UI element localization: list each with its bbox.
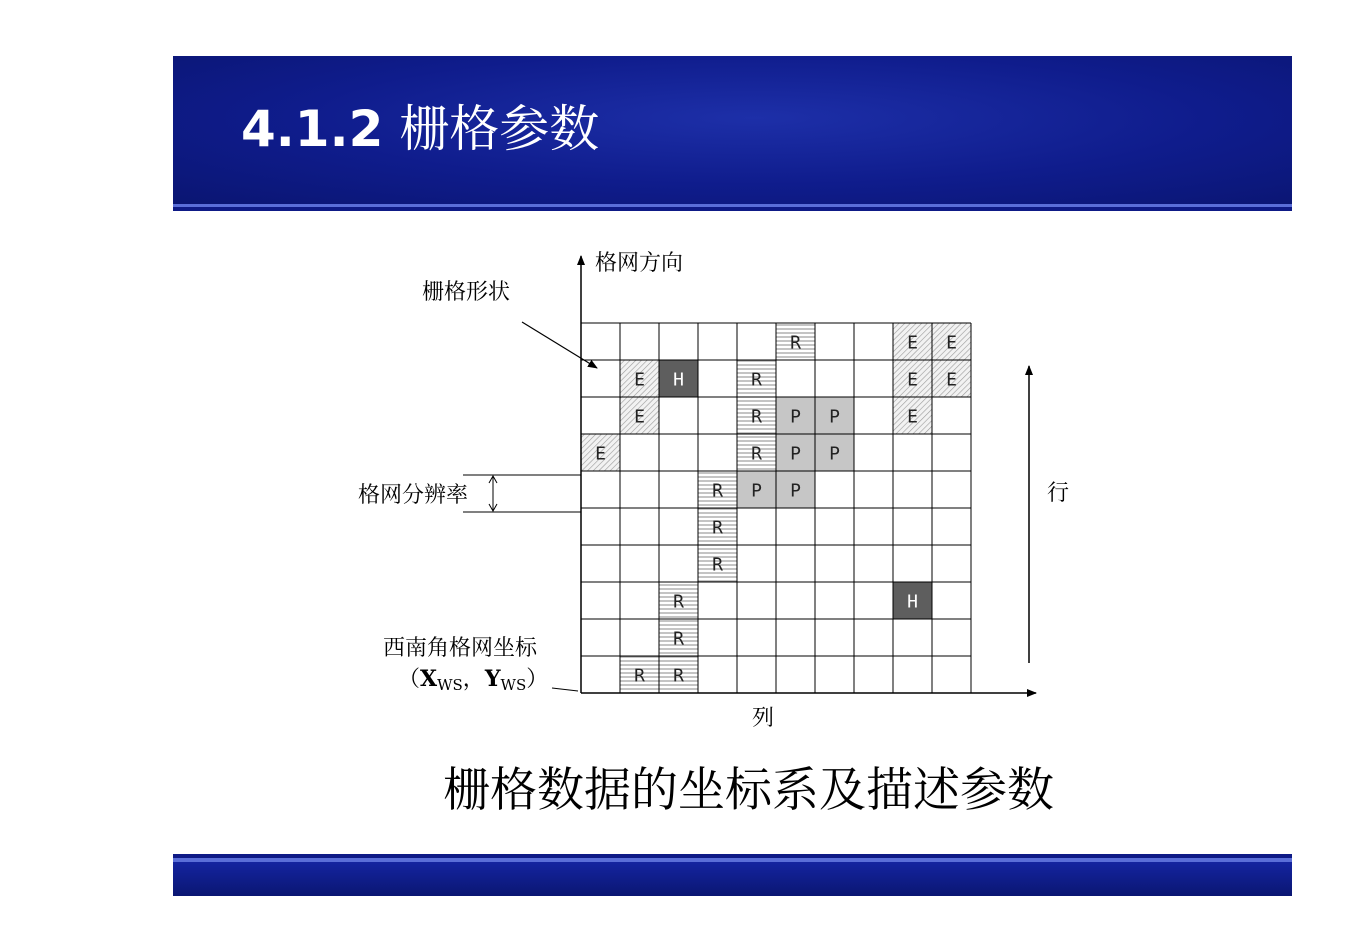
grid-cell-code: E: [595, 443, 606, 465]
grid-cell-code: P: [751, 480, 762, 502]
grid-cell-code: E: [907, 332, 918, 354]
row-label: 行: [1047, 481, 1070, 506]
grid-cell-code: R: [751, 443, 762, 465]
grid-cell-code: R: [712, 480, 723, 502]
southwest-corner-pointer: [552, 688, 578, 691]
grid-direction-label: 格网方向: [595, 251, 684, 276]
grid-cell-code: R: [634, 665, 645, 687]
cell-shape-label: 栅格形状: [422, 280, 511, 305]
grid-cell-code: R: [673, 591, 684, 613]
footer-banner: [173, 862, 1292, 896]
grid-cell-code: R: [790, 332, 801, 354]
grid-cell-code: R: [673, 628, 684, 650]
grid-cell-code: R: [751, 406, 762, 428]
coord-x: X: [420, 666, 438, 692]
coord-y: Y: [484, 666, 501, 692]
column-label: 列: [752, 706, 775, 731]
grid-cell-code: R: [673, 665, 684, 687]
grid-cell-code: P: [790, 443, 801, 465]
grid-cell-code: P: [829, 443, 840, 465]
grid-cell-code: R: [712, 554, 723, 576]
grid-cell-code: E: [946, 369, 957, 391]
grid-cell-code: R: [751, 369, 762, 391]
grid-cell-code: E: [907, 406, 918, 428]
cell-shape-pointer: [522, 322, 597, 368]
grid-cell-code: E: [634, 406, 645, 428]
grid-cell-code: P: [790, 406, 801, 428]
southwest-corner-coordinates: [398, 664, 548, 700]
grid-cell-code: P: [829, 406, 840, 428]
grid-cell-code: E: [634, 369, 645, 391]
grid-cell-code: R: [712, 517, 723, 539]
section-number: 4.1.2: [241, 100, 384, 158]
section-title: 栅格参数: [399, 100, 600, 158]
grid-cell-code: E: [907, 369, 918, 391]
figure-caption: 栅格数据的坐标系及描述参数: [443, 763, 1054, 818]
coord-x-sub: WS: [437, 676, 463, 694]
grid-cell-code: H: [907, 591, 918, 613]
coord-close: ）: [526, 667, 549, 692]
grid-cell-code: H: [673, 369, 684, 391]
grid-cell-code: P: [790, 480, 801, 502]
resolution-label: 格网分辨率: [358, 483, 469, 508]
coord-y-sub: WS: [500, 676, 527, 694]
grid-cell-code: E: [946, 332, 957, 354]
southwest-corner-label: 西南角格网坐标: [383, 636, 538, 661]
coord-sep: ，: [462, 667, 485, 692]
coord-open: （: [398, 667, 421, 692]
